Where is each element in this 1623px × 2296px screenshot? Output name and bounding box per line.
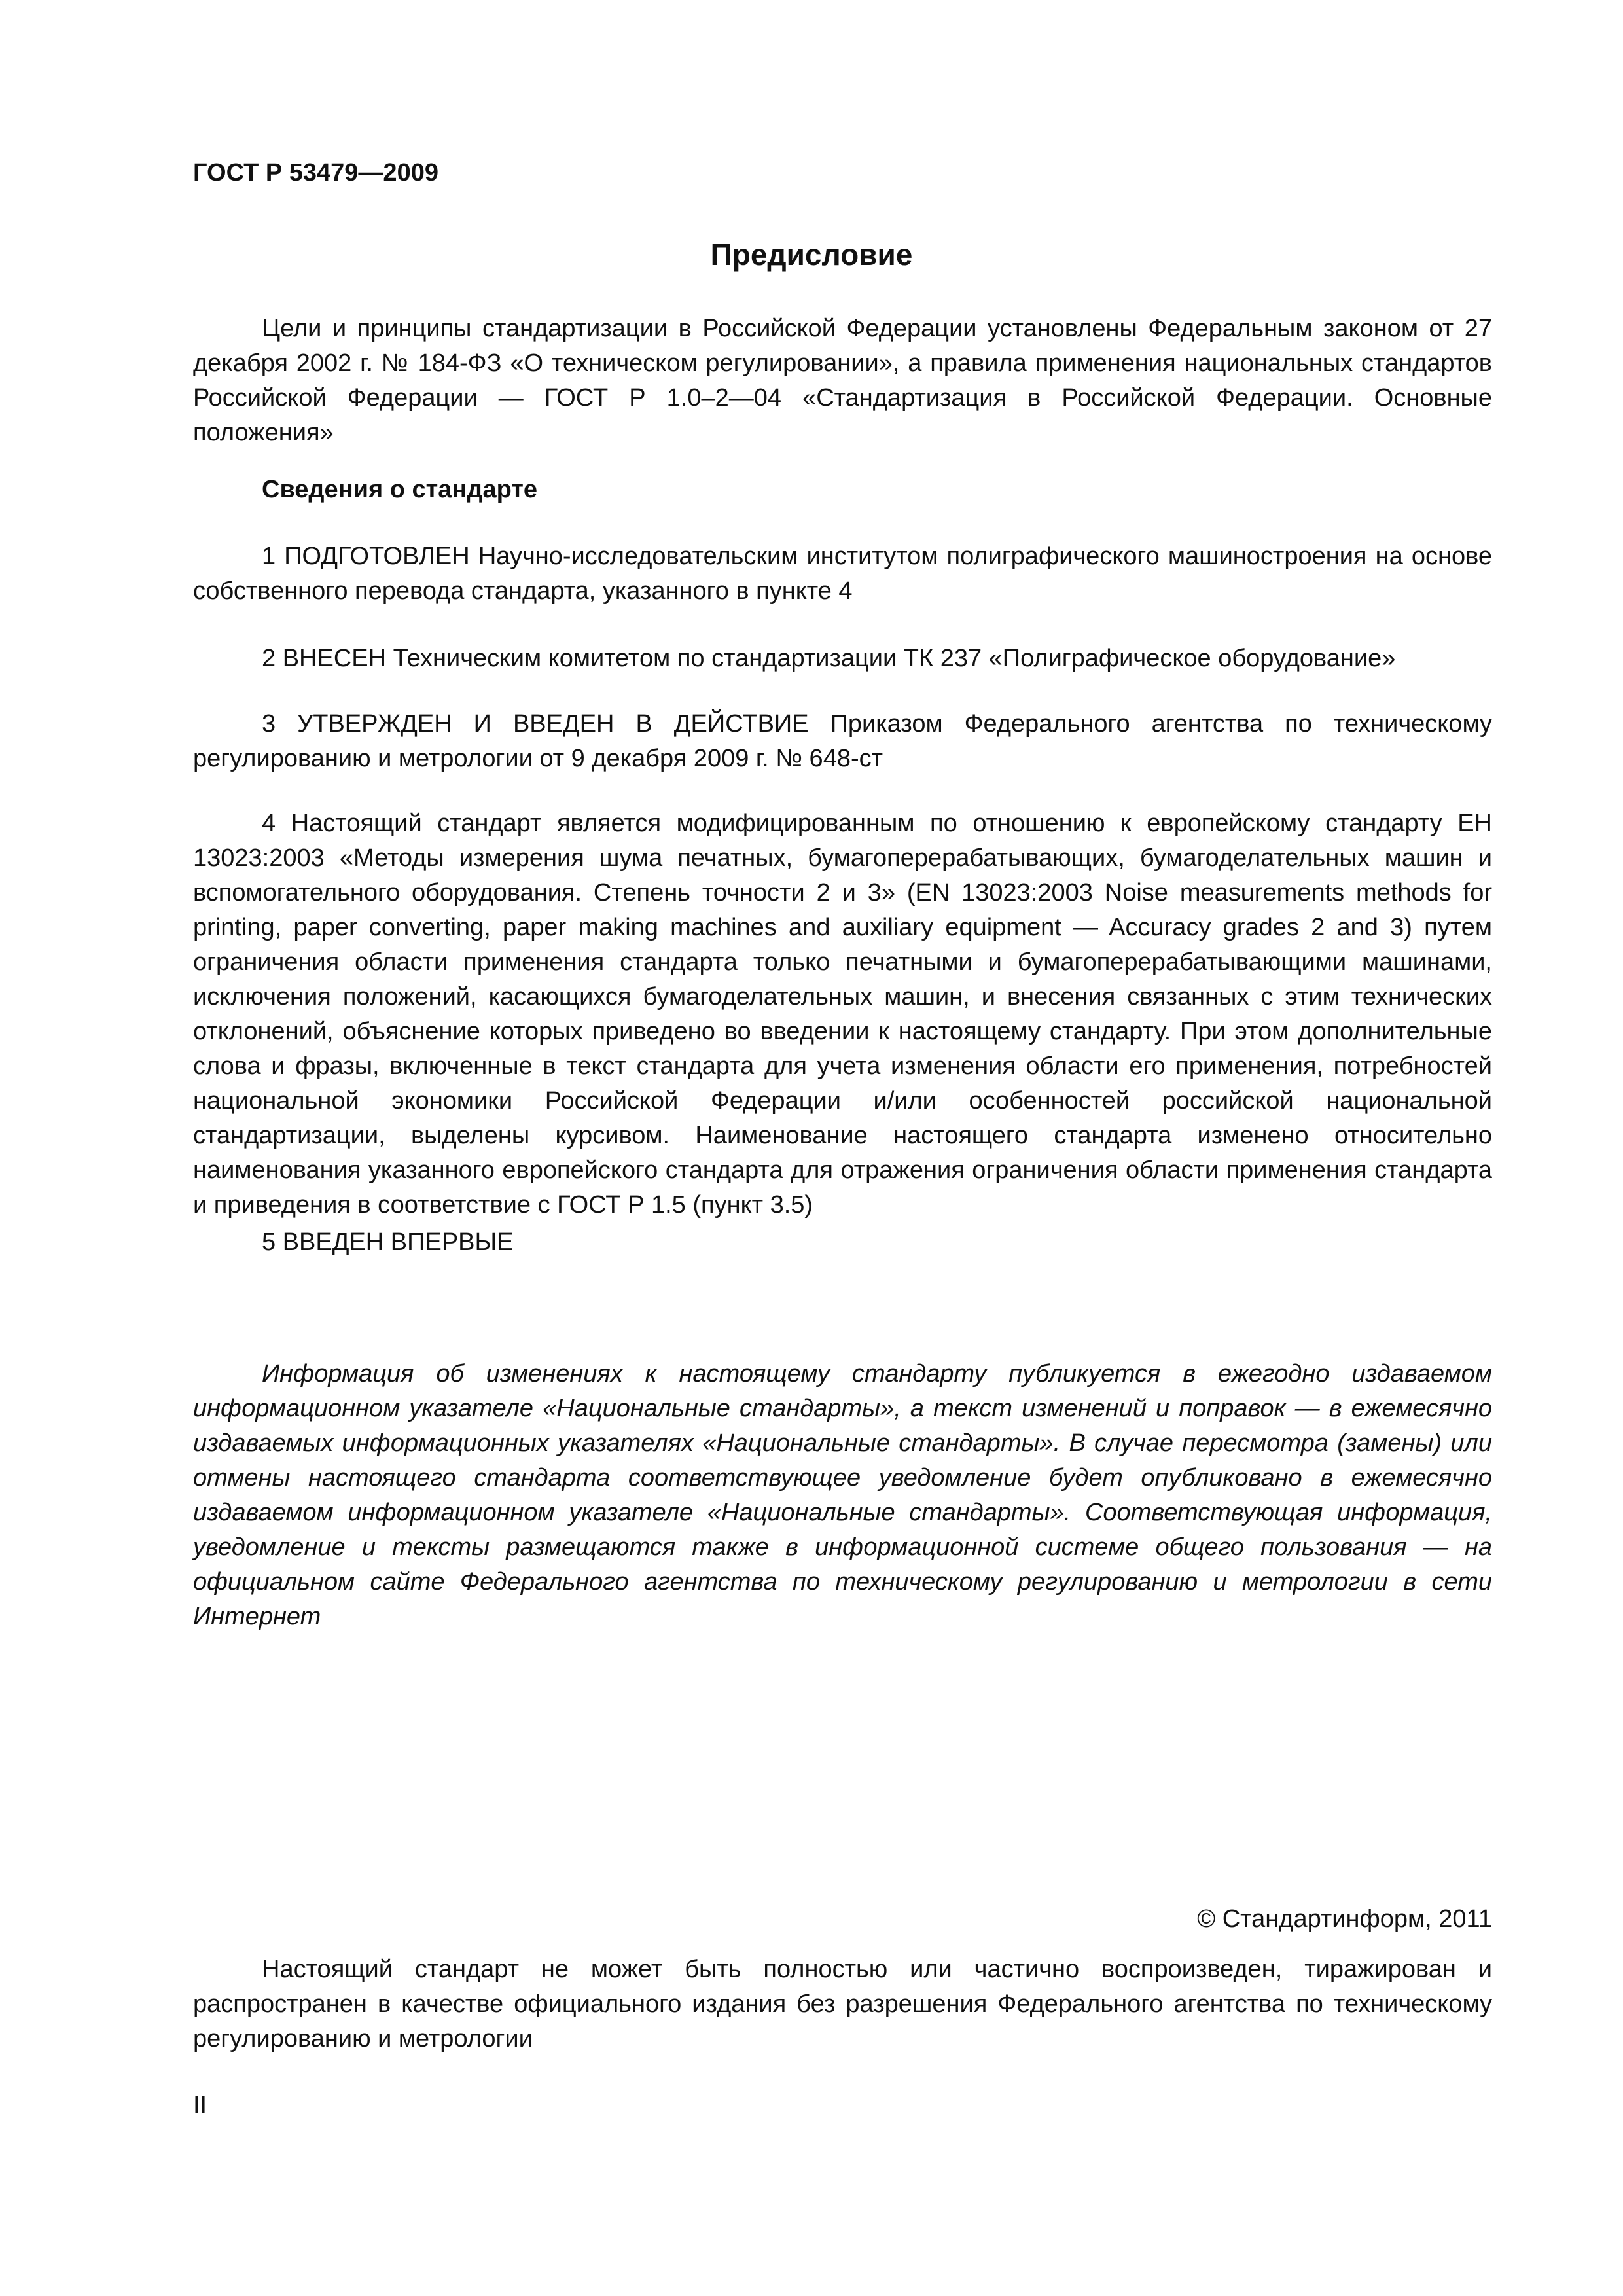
item-4-modification: 4 Настоящий стандарт является модифицированным по отношению к европейскому стандарту ЕН 13023:2003 «Методы измерения шума печатных, бумагоперерабатывающих, бумагоделательных машин и вспомогательного оборудования. Степень точности 2 и 3» (EN 13023:2003 Noise measurements methods for printing, paper converting, paper making machines and auxiliary equipment — Accuracy grades 2 and 3) путем ограничения области применения стандарта только печатными и бумагоперерабатывающими машинами, исключения положений, касающихся бумагоделательных машин, и внесения связанных с этим технических отклонений, объяснение которых приведено во введении к настоящему стандарту. При этом дополнительные слова и фразы, включенные в текст стандарта для учета изменения области его применения, потребностей национальной экономики Российской Федерации и/или особенностей российской национальной стандартизации, выделены курсивом. Наименование настоящего стандарта изменено относительно наименования указанного европейского стандарта для отражения ограничения области применения стандарта и приведения в соответствие с ГОСТ Р 1.5 (пункт 3.5)	[193, 810, 1492, 1219]
document-header-id: ГОСТ Р 53479—2009	[193, 159, 438, 187]
item-5-first-introduced: 5 ВВЕДЕН ВПЕРВЫЕ	[262, 1229, 514, 1256]
intro-paragraph: Цели и принципы стандартизации в Российской Федерации установлены Федеральным законом от 27 декабря 2002 г. № 184-ФЗ «О техническом регулировании», а правила применения национальных стандартов Российской Федерации — ГОСТ Р 1.0–2—04 «Стандартизация в Российской Федерации. Основные положения»	[193, 315, 1492, 446]
changes-notice: Информация об изменениях к настоящему стандарту публикуется в ежегодно издаваемом информационном указателе «Национальные стандарты», а текст изменений и поправок — в ежемесячно издаваемых информационных указателях «Национальные стандарты». В случае пересмотра (замены) или отмены настоящего стандарта соответствующее уведомление будет опубликовано в ежемесячно издаваемом информационном указателе «Национальные стандарты». Соответствующая информация, уведомление и тексты размещаются также в информационной системе общего пользования — на официальном сайте Федерального агентства по техническому регулированию и метрологии в сети Интернет	[193, 1360, 1492, 1630]
item-2-introduced: 2 ВНЕСЕН Техническим комитетом по стандартизации ТК 237 «Полиграфическое оборудование»	[262, 645, 1396, 672]
page-title: Предисловие	[710, 238, 913, 272]
copyright-line: © Стандартинформ, 2011	[1197, 1905, 1492, 1933]
item-1-prepared: 1 ПОДГОТОВЛЕН Научно-исследовательским институтом полиграфического машиностроения на основе собственного перевода стандарта, указанного в пункте 4	[193, 543, 1492, 605]
page-number: II	[193, 2092, 207, 2119]
rights-statement: Настоящий стандарт не может быть полностью или частично воспроизведен, тиражирован и распространен в качестве официального издания без разрешения Федерального агентства по техническому регулированию и метрологии	[193, 1956, 1492, 2053]
section-subheading: Сведения о стандарте	[262, 476, 538, 503]
item-3-approved: 3 УТВЕРЖДЕН И ВВЕДЕН В ДЕЙСТВИЕ Приказом Федерального агентства по техническому регулированию и метрологии от 9 декабря 2009 г. № 648-ст	[193, 710, 1492, 772]
